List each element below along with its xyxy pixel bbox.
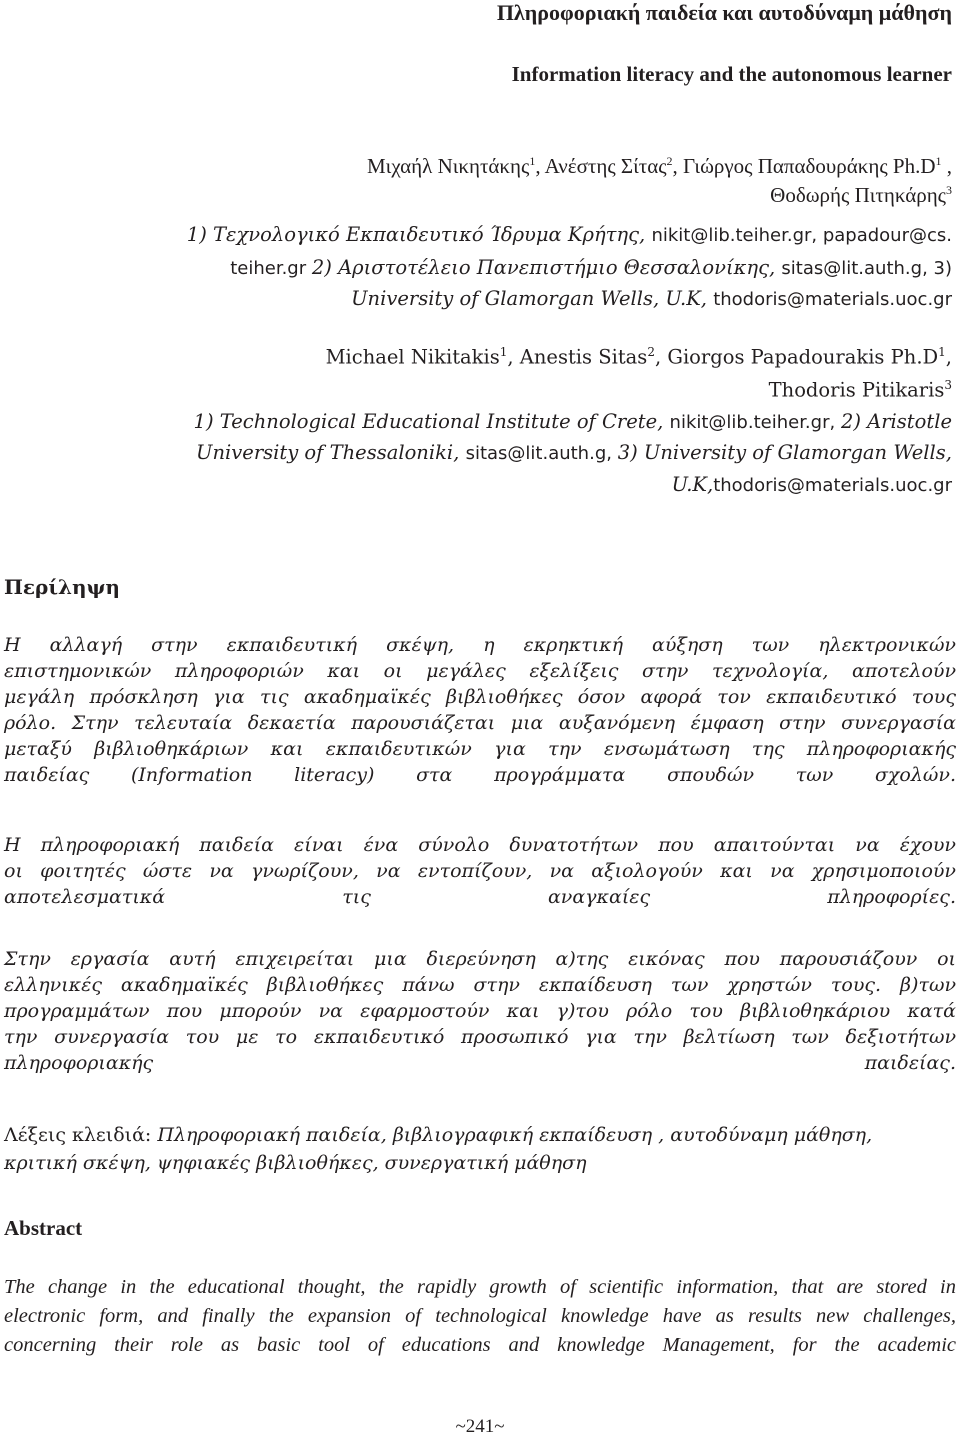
text-line: ρόλο. Στην τελευταία δεκαετία παρουσιάζεται μια αυξανόμενη έμφαση στην συνεργασία (4, 712, 956, 734)
text-line: concerning their role as basic tool of educations and knowledge Management, for the academic (4, 1334, 956, 1356)
text-line: την συνεργασία του με το εκπαιδευτικό προσωπικό για την βελτίωση των δεξιοτήτων (4, 1026, 956, 1048)
title-english: Information literacy and the autonomous learner (511, 62, 952, 86)
text-line: μεταξύ βιβλιοθηκάριων και εκπαιδευτικών για την ενσωμάτωση της πληροφοριακής (4, 738, 956, 760)
abstract-english-heading: Abstract (4, 1216, 83, 1240)
keywords-list-line2: κριτική σκέψη, ψηφιακές βιβλιοθήκες, συνεργατική μάθηση (4, 1152, 587, 1174)
text-line: προγραμμάτων που μπορούν να εφαρμοστούν και γ)του ρόλο του βιβλιοθηκάριου κατά (4, 1000, 956, 1022)
affiliations-english-line3: U.K,thodoris@materials.uoc.gr (671, 473, 952, 496)
abstract-english-paragraph-1 (4, 1273, 956, 1360)
text-line: αποτελεσματικά τις αναγκαίες πληροφορίες. (4, 886, 956, 908)
keywords (4, 1121, 956, 1177)
abstract-greek-paragraph-3 (4, 946, 956, 1076)
affiliations-greek-line2: teiher.gr 2) Αριστοτέλειο Πανεπιστήμιο Θεσσαλονίκης, sitas@lit.auth.g, 3) (230, 256, 952, 279)
keywords-label: Λέξεις κλειδιά: (4, 1124, 152, 1146)
text-line: οι φοιτητές ώστε να γνωρίζουν, να εντοπίζουν, να αξιολογούν και να χρησιμοποιούν (4, 860, 956, 882)
text-line: electronic form, and finally the expansion of technological knowledge have as results new challenges, (4, 1305, 956, 1327)
affiliations-greek-line3: University of Glamorgan Wells, U.K, thodoris@materials.uoc.gr (351, 287, 952, 310)
affiliations-greek-line1: 1) Τεχνολογικό Εκπαιδευτικό Ίδρυμα Κρήτης, nikit@lib.teiher.gr, papadour@cs. (186, 223, 952, 246)
abstract-greek-heading: Περίληψη (4, 575, 120, 599)
text-line: Στην εργασία αυτή επιχειρείται μια διερεύνηση α)της εικόνας που παρουσιάζουν οι (4, 948, 956, 970)
text-line: Η πληροφοριακή παιδεία είναι ένα σύνολο δυνατοτήτων που απαιτούνται να έχουν (4, 834, 956, 856)
affiliations-english-line2: University of Thessaloniki, sitas@lit.auth.g, 3) University of Glamorgan Wells, (196, 441, 952, 464)
authors-greek-line2: Θοδωρής Πιτηκάρης$^3$ (770, 183, 952, 207)
title-greek: Πληροφοριακή παιδεία και αυτοδύναμη μάθηση (496, 0, 952, 25)
authors-english-line2: Thodoris Pitikaris$^3$ (768, 378, 952, 402)
abstract-greek-paragraph-2 (4, 832, 956, 910)
affiliations-english-line1: 1) Technological Educational Institute of Crete, nikit@lib.teiher.gr, 2) Aristotle (193, 410, 952, 433)
authors-greek-line1: Μιχαήλ Νικητάκης$^1$, Ανέστης Σίτας$^2$, Γιώργος Παπαδουράκης $Ph.D^1$ , (367, 154, 952, 178)
text-line: πληροφοριακής παιδείας. (4, 1052, 956, 1074)
authors-english-line1: Michael Nikitakis$^1$, Anestis Sitas$^2$, Giorgos Papadourakis $Ph.D^1$, (325, 345, 952, 369)
text-line: παιδείας (Information literacy) στα προγράμματα σπουδών των σχολών. (4, 764, 956, 786)
text-line: ελληνικές ακαδημαϊκές βιβλιοθήκες πάνω στην εκπαίδευση των χρηστών τους. β)των (4, 974, 956, 996)
abstract-greek-paragraph-1 (4, 632, 956, 788)
text-line: Η αλλαγή στην εκπαιδευτική σκέψη, η εκρηκτική αύξηση των ηλεκτρονικών (4, 634, 956, 656)
keywords-list-line1: Πληροφοριακή παιδεία, βιβλιογραφική εκπαίδευση , αυτοδύναμη μάθηση, (151, 1124, 873, 1146)
page-number: ~241~ (455, 1416, 505, 1437)
text-line: The change in the educational thought, the rapidly growth of scientific information, that are stored in (4, 1276, 956, 1298)
text-line: επιστημονικών πληροφοριών και οι μεγάλες εξελίξεις στην τεχνολογία, αποτελούν (4, 660, 956, 682)
text-line: μεγάλη πρόσκληση για τις ακαδημαϊκές βιβλιοθήκες όσον αφορά τον εκπαιδευτικό τους (4, 686, 956, 708)
